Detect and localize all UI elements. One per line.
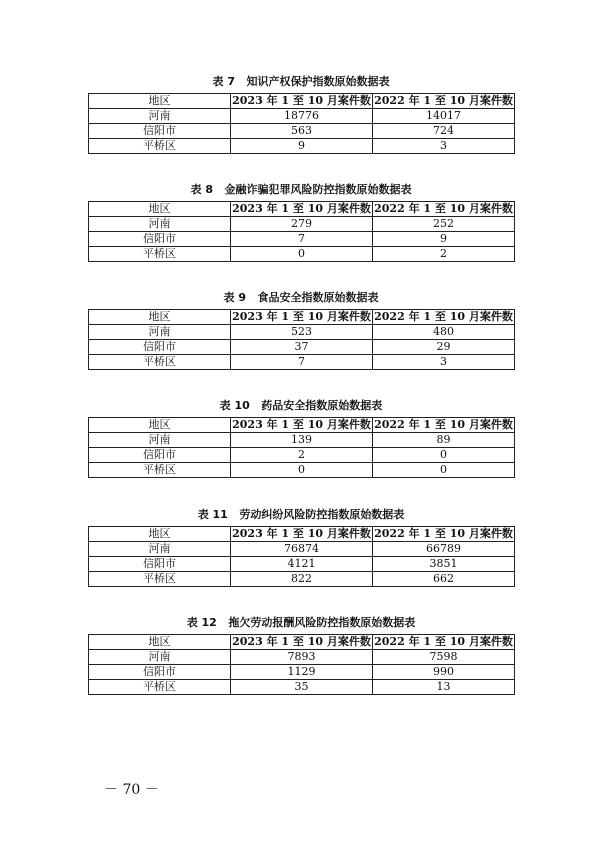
cell-region: 平桥区 bbox=[89, 355, 231, 370]
table-row bbox=[89, 217, 515, 232]
table-header-row bbox=[89, 94, 515, 109]
page-number: － 70 － bbox=[104, 782, 159, 798]
table-row bbox=[89, 463, 515, 478]
table-row bbox=[89, 325, 515, 340]
table-row bbox=[89, 557, 515, 572]
cell-2023: 0 bbox=[231, 247, 373, 262]
cell-region: 河南 bbox=[89, 109, 231, 124]
table-caption: 表 7 知识产权保护指数原始数据表 bbox=[212, 75, 390, 88]
cell-2023: 76874 bbox=[231, 542, 373, 557]
header-2023: 2023 年 1 至 10 月案件数 bbox=[232, 310, 371, 323]
table-row bbox=[89, 542, 515, 557]
data-table bbox=[88, 526, 515, 587]
cell-2022: 14017 bbox=[373, 109, 515, 124]
table-row bbox=[89, 448, 515, 463]
table-header-row bbox=[89, 418, 515, 433]
cell-region: 信阳市 bbox=[89, 665, 231, 680]
cell-region: 信阳市 bbox=[89, 340, 231, 355]
cell-region: 河南 bbox=[89, 433, 231, 448]
table-row bbox=[89, 355, 515, 370]
header-region: 地区 bbox=[89, 94, 231, 109]
data-table bbox=[88, 309, 515, 370]
cell-2023: 0 bbox=[231, 463, 373, 478]
cell-2022: 3851 bbox=[373, 557, 515, 572]
header-2023: 2023 年 1 至 10 月案件数 bbox=[232, 635, 371, 648]
data-table bbox=[88, 201, 515, 262]
cell-2023: 4121 bbox=[231, 557, 373, 572]
cell-2023: 7 bbox=[231, 232, 373, 247]
cell-2022: 3 bbox=[373, 139, 515, 154]
cell-2023: 18776 bbox=[231, 109, 373, 124]
cell-2023: 139 bbox=[231, 433, 373, 448]
cell-2023: 1129 bbox=[231, 665, 373, 680]
header-2023: 2023 年 1 至 10 月案件数 bbox=[232, 527, 371, 540]
data-table bbox=[88, 93, 515, 154]
cell-region: 平桥区 bbox=[89, 463, 231, 478]
cell-2022: 252 bbox=[373, 217, 515, 232]
header-2022: 2022 年 1 至 10 月案件数 bbox=[374, 635, 513, 648]
header-2022: 2022 年 1 至 10 月案件数 bbox=[374, 527, 513, 540]
data-table bbox=[88, 634, 515, 695]
cell-2022: 66789 bbox=[373, 542, 515, 557]
cell-region: 河南 bbox=[89, 650, 231, 665]
cell-2023: 7893 bbox=[231, 650, 373, 665]
header-region: 地区 bbox=[89, 527, 231, 542]
table-row bbox=[89, 340, 515, 355]
header-region: 地区 bbox=[89, 310, 231, 325]
cell-region: 河南 bbox=[89, 542, 231, 557]
table-row bbox=[89, 665, 515, 680]
cell-region: 信阳市 bbox=[89, 557, 231, 572]
header-2022: 2022 年 1 至 10 月案件数 bbox=[374, 202, 513, 215]
table-row bbox=[89, 433, 515, 448]
table-header-row bbox=[89, 310, 515, 325]
header-2023: 2023 年 1 至 10 月案件数 bbox=[232, 202, 371, 215]
cell-2022: 990 bbox=[373, 665, 515, 680]
cell-2022: 13 bbox=[373, 680, 515, 695]
table-caption: 表 8 金融诈骗犯罪风险防控指数原始数据表 bbox=[190, 183, 412, 196]
cell-2023: 279 bbox=[231, 217, 373, 232]
cell-2022: 724 bbox=[373, 124, 515, 139]
table-row bbox=[89, 650, 515, 665]
cell-region: 河南 bbox=[89, 325, 231, 340]
cell-region: 信阳市 bbox=[89, 232, 231, 247]
cell-region: 平桥区 bbox=[89, 572, 231, 587]
cell-region: 信阳市 bbox=[89, 448, 231, 463]
cell-2023: 2 bbox=[231, 448, 373, 463]
table-row bbox=[89, 232, 515, 247]
header-2023: 2023 年 1 至 10 月案件数 bbox=[232, 94, 371, 107]
cell-2022: 480 bbox=[373, 325, 515, 340]
cell-2022: 0 bbox=[373, 463, 515, 478]
header-2022: 2022 年 1 至 10 月案件数 bbox=[374, 94, 513, 107]
header-region: 地区 bbox=[89, 202, 231, 217]
header-2022: 2022 年 1 至 10 月案件数 bbox=[374, 418, 513, 431]
table-row bbox=[89, 124, 515, 139]
table-row bbox=[89, 572, 515, 587]
header-2023: 2023 年 1 至 10 月案件数 bbox=[232, 418, 371, 431]
cell-2023: 37 bbox=[231, 340, 373, 355]
cell-2023: 523 bbox=[231, 325, 373, 340]
table-caption: 表 12 拖欠劳动报酬风险防控指数原始数据表 bbox=[186, 616, 416, 629]
cell-2022: 7598 bbox=[373, 650, 515, 665]
table-row bbox=[89, 139, 515, 154]
cell-region: 信阳市 bbox=[89, 124, 231, 139]
cell-region: 河南 bbox=[89, 217, 231, 232]
cell-region: 平桥区 bbox=[89, 247, 231, 262]
cell-2022: 3 bbox=[373, 355, 515, 370]
cell-2023: 35 bbox=[231, 680, 373, 695]
table-header-row bbox=[89, 527, 515, 542]
header-region: 地区 bbox=[89, 418, 231, 433]
table-caption: 表 10 药品安全指数原始数据表 bbox=[219, 399, 383, 412]
table-row bbox=[89, 680, 515, 695]
header-2022: 2022 年 1 至 10 月案件数 bbox=[374, 310, 513, 323]
cell-2022: 662 bbox=[373, 572, 515, 587]
table-caption: 表 9 食品安全指数原始数据表 bbox=[223, 291, 379, 304]
cell-region: 平桥区 bbox=[89, 680, 231, 695]
cell-2022: 0 bbox=[373, 448, 515, 463]
table-row bbox=[89, 247, 515, 262]
cell-2022: 9 bbox=[373, 232, 515, 247]
cell-2023: 563 bbox=[231, 124, 373, 139]
header-region: 地区 bbox=[89, 635, 231, 650]
table-header-row bbox=[89, 635, 515, 650]
data-table bbox=[88, 417, 515, 478]
table-row bbox=[89, 109, 515, 124]
cell-2022: 89 bbox=[373, 433, 515, 448]
cell-2023: 9 bbox=[231, 139, 373, 154]
table-header-row bbox=[89, 202, 515, 217]
table-caption: 表 11 劳动纠纷风险防控指数原始数据表 bbox=[197, 508, 405, 521]
cell-2022: 2 bbox=[373, 247, 515, 262]
cell-2023: 822 bbox=[231, 572, 373, 587]
cell-2023: 7 bbox=[231, 355, 373, 370]
cell-region: 平桥区 bbox=[89, 139, 231, 154]
cell-2022: 29 bbox=[373, 340, 515, 355]
